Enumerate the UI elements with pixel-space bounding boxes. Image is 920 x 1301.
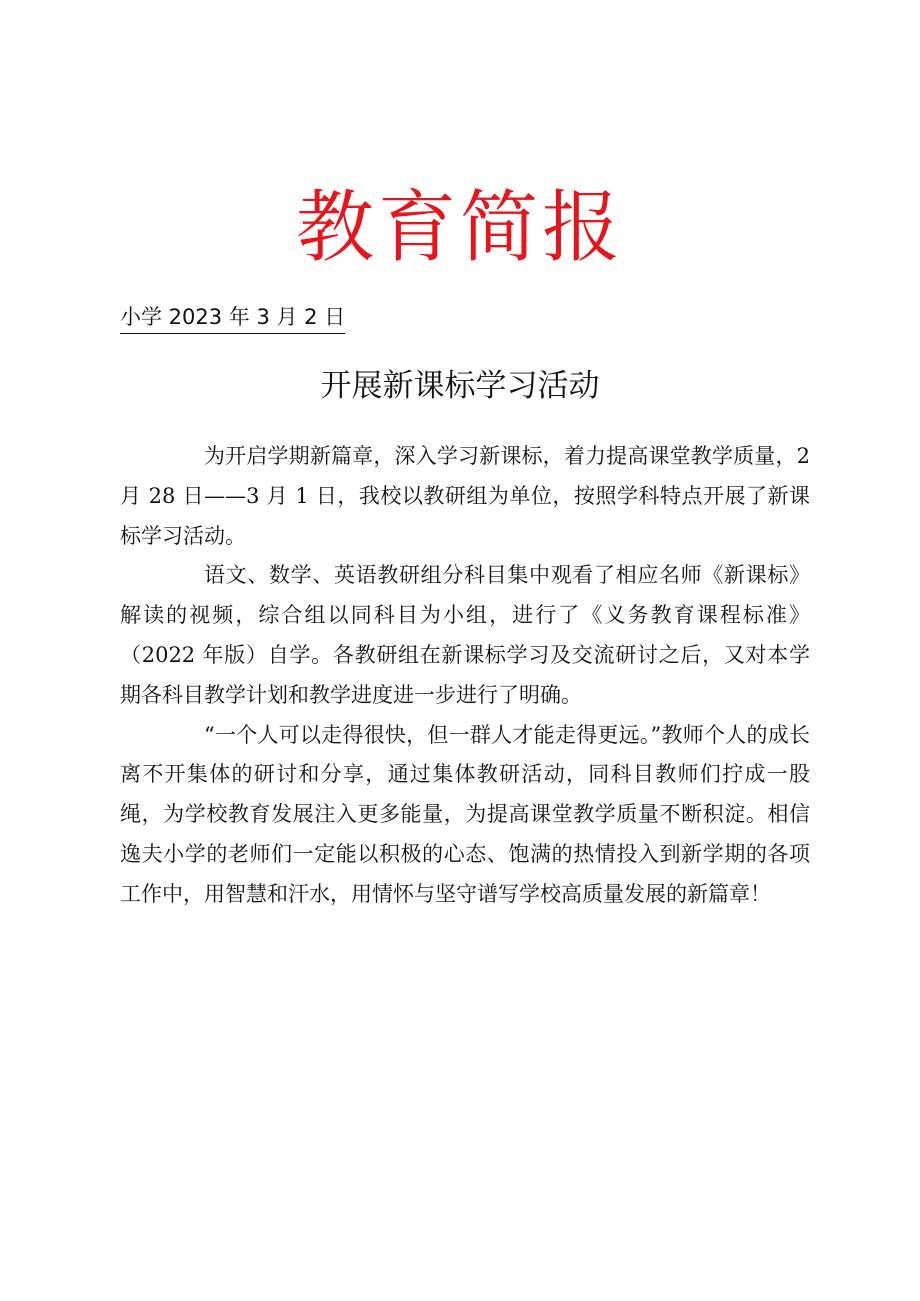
article-paragraph: “一个人可以走得很快，但一群人才能走得更远。”教师个人的成长离不开集体的研讨和分享，通过集体教研活动，同科目教师们拧成一股绳，为学校教育发展注入更多能量，为提高课堂教学质量不断积淀。相信逸夫小学的老师们一定能以积极的心态、饱满的热情投入到新学期的各项工作中，用智慧和汗水，用情怀与坚守谱写学校高质量发展的新篇章！	[120, 722, 810, 906]
article-headline: 开展新课标学习活动	[320, 368, 600, 404]
school-dateline: 小学 2023 年 3 月 2 日	[120, 302, 345, 334]
article-body	[120, 437, 810, 915]
article-paragraph: 为开启学期新篇章，深入学习新课标，着力提高课堂教学质量，2 月 28 日——3 月 1 日，我校以教研组为单位，按照学科特点开展了新课标学习活动。	[120, 444, 810, 548]
article-paragraph: 语文、数学、英语教研组分科目集中观看了相应名师《新课标》解读的视频，综合组以同科目为小组，进行了《义务教育课程标准》（2022 年版）自学。各教研组在新课标学习及交流研讨之后，又对本学期各科目教学计划和教学进度进一步进行了明确。	[120, 563, 810, 707]
newsletter-masthead-title: 教育简报	[295, 183, 624, 273]
